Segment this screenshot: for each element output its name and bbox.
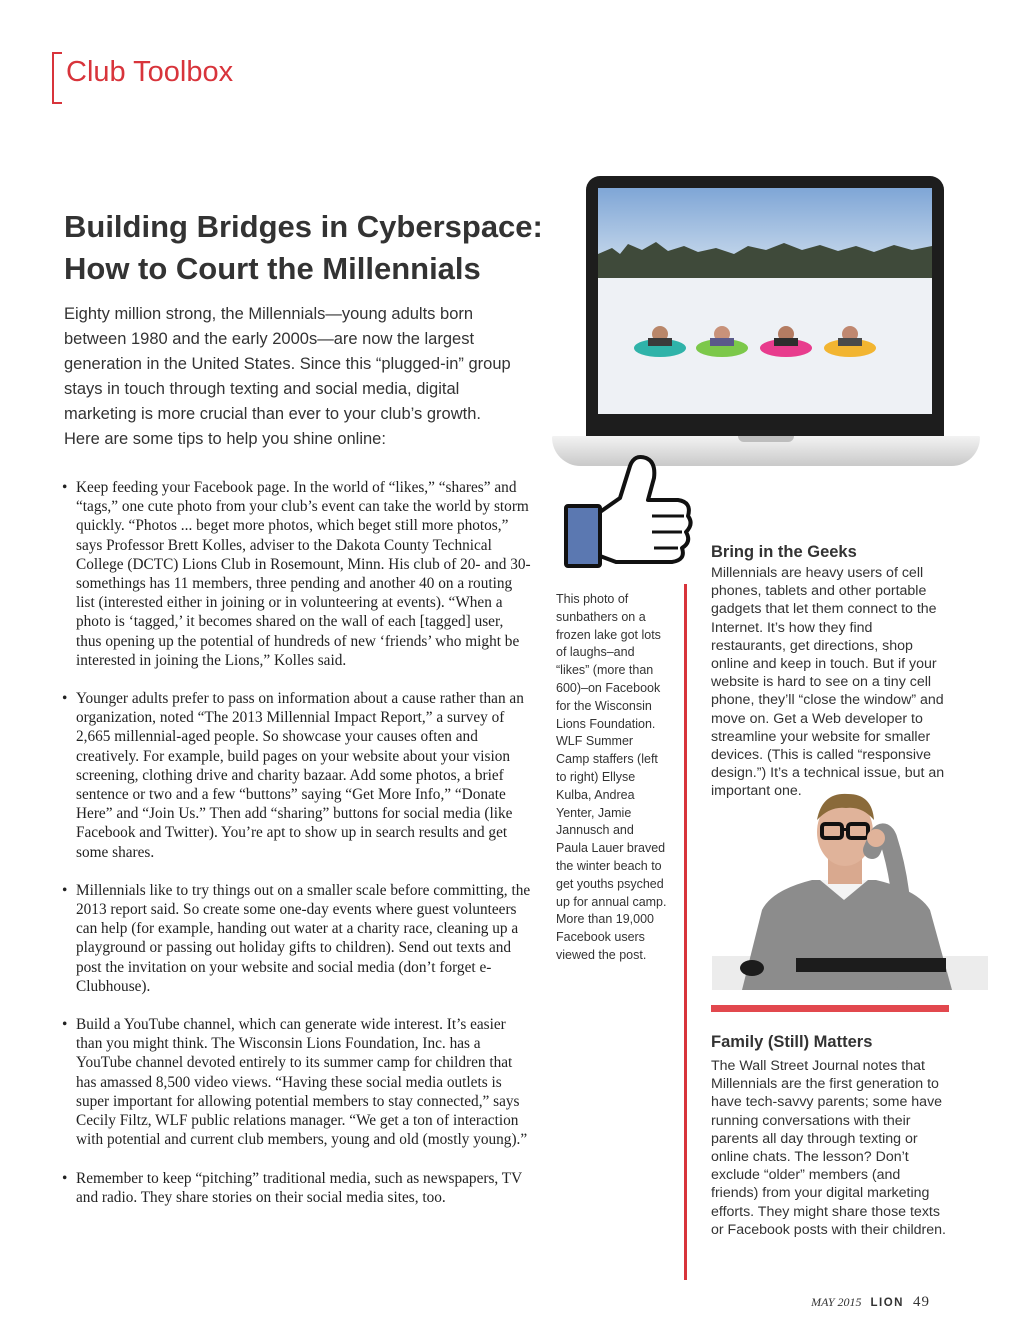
footer-date: MAY 2015 [811,1295,862,1309]
thumbs-up-icon [560,454,700,574]
footer-magazine: LION [870,1297,904,1309]
tip-text: Remember to keep “pitching” traditional media, such as newspapers, TV and radio. They share stories on their social media sites, too. [76,1169,522,1206]
sidebar-heading-family: Family (Still) Matters [711,1033,873,1051]
column-divider [684,584,687,1280]
tips-list [62,478,532,1226]
laptop-photo [552,174,980,478]
sidebar-text-family: The Wall Street Journal notes that Millennials are the first generation to have tech-savvy parents; some have running conversations with their parents all day through texting or online chats. The lesson? Don’t exclude “older” members (and friends) from your digital marketing efforts. They might share those texts or Facebook posts with their children. [711,1058,946,1238]
laptop-screen [598,188,932,414]
photo-caption: This photo of sunbathers on a frozen lake got lots of laughs–and “likes” (more than 600)–on Facebook for the Wisconsin Lions Foundation. WLF Summer Camp staffers (left to right) Ellyse Kulba, Andrea Yenter, Jamie Jannusch and Paula Lauer braved the winter beach to get youths psyched up for annual camp. More than 19,000 Facebook users viewed the post. [556,592,667,962]
headline-line-2: How to Court the Millennials [64,251,481,286]
page-footer [811,1294,930,1311]
bullet-symbol: • [62,690,68,708]
tip-text: Build a YouTube channel, which can generate wide interest. It’s easier than you might think. The Wisconsin Lions Foundation, Inc. has a YouTube channel devoted entirely to its summer camp for children that has amassed 8,500 video views. “Having these social media outlets is super important for allowing potential members to stay connected,” says Cecily Filtz, WLF public relations manager. “We get a ton of interaction with potential and current club members, young and old (mostly young).” [76,1016,528,1149]
tip-item [62,478,532,670]
section-title: Club Toolbox [66,56,234,88]
tip-text: Millennials like to try things out on a smaller scale before committing, the 2013 report said. So create some one-day events where guest volunteers can help (for example, handing out water at a charity race, cleaning up a playground or passing out holiday gifts to children). Send out texts and post the invitation on your website and social media (don’t forget e-Clubhouse). [76,881,531,995]
headline-line-1: Building Bridges in Cyberspace: [64,209,543,244]
tip-item [62,1015,532,1149]
sidebar-divider [711,1005,949,1012]
footer-page-number: 49 [913,1294,930,1310]
bullet-symbol: • [62,479,68,496]
tip-item [62,1169,532,1207]
bullet-symbol: • [62,1016,68,1034]
article-intro: Eighty million strong, the Millennials—young adults born between 1980 and the early 2000s—are now the largest generation in the United States. Since this “plugged-in” group stays in touch through texting and social media, digital marketing is more crucial than ever to your club’s growth. Here are some tips to help you shine online: [64,305,511,448]
section-bracket [52,52,62,104]
bullet-symbol: • [62,1169,68,1187]
article-headline [64,206,544,290]
sidebar-heading-geeks: Bring in the Geeks [711,543,857,561]
tip-text: Younger adults prefer to pass on information about a cause rather than an organization, noted “The 2013 Millennial Impact Report,” a survey of 2,665 millennial-aged people. So showcase your causes often and creatively. For example, build pages on your website about your vision screening, clothing drive and charity bazaar. Add some photos, a brief sentence or two and a few “buttons” saying “Get More Info,” “Donate Here” and “Join Us.” Then add “sharing” buttons for social media (like Facebook and Twitter). You’re apt to show up in search results and get some shares. [76,690,524,861]
geek-photo [712,780,988,990]
sidebar-text-geeks: Millennials are heavy users of cell phones, tablets and other portable gadgets that let them connect to the Internet. It’s how they find restaurants, get directions, shop online and keep in touch. But if your website is hard to see on a tiny cell phone, they’ll “close the window” and move on. Get a Web developer to streamline your website for smaller devices. (This is called “responsive design.”) It’s a technical issue, but an important one. [711,565,945,800]
tip-item [62,689,532,862]
frozen-lake-scene [598,188,932,414]
tip-item [62,881,532,996]
laptop-bezel [586,176,944,438]
laptop-notch [738,436,794,442]
tip-text: Keep feeding your Facebook page. In the world of “likes,” “shares” and “tags,” one cute photo from your club’s event can take the world by storm quickly. “Photos ... beget more photos, which beget still more photos,” says Professor Brett Kolles, adviser to the Dakota County Technical College (DCTC) Lions Club in Rosemount, Minn. His club of 20- and 30-somethings has 11 members, three pending and another 40 on a routing list (interested either in joining or in volunteering at events). “When a photo is ‘tagged,’ it becomes shared on the wall of each [tagged] user, thus opening up the potential of hundreds of new ‘friends’ who might be interested in joining the Lions,” Kolles said. [76,479,531,669]
bullet-symbol: • [62,881,68,899]
